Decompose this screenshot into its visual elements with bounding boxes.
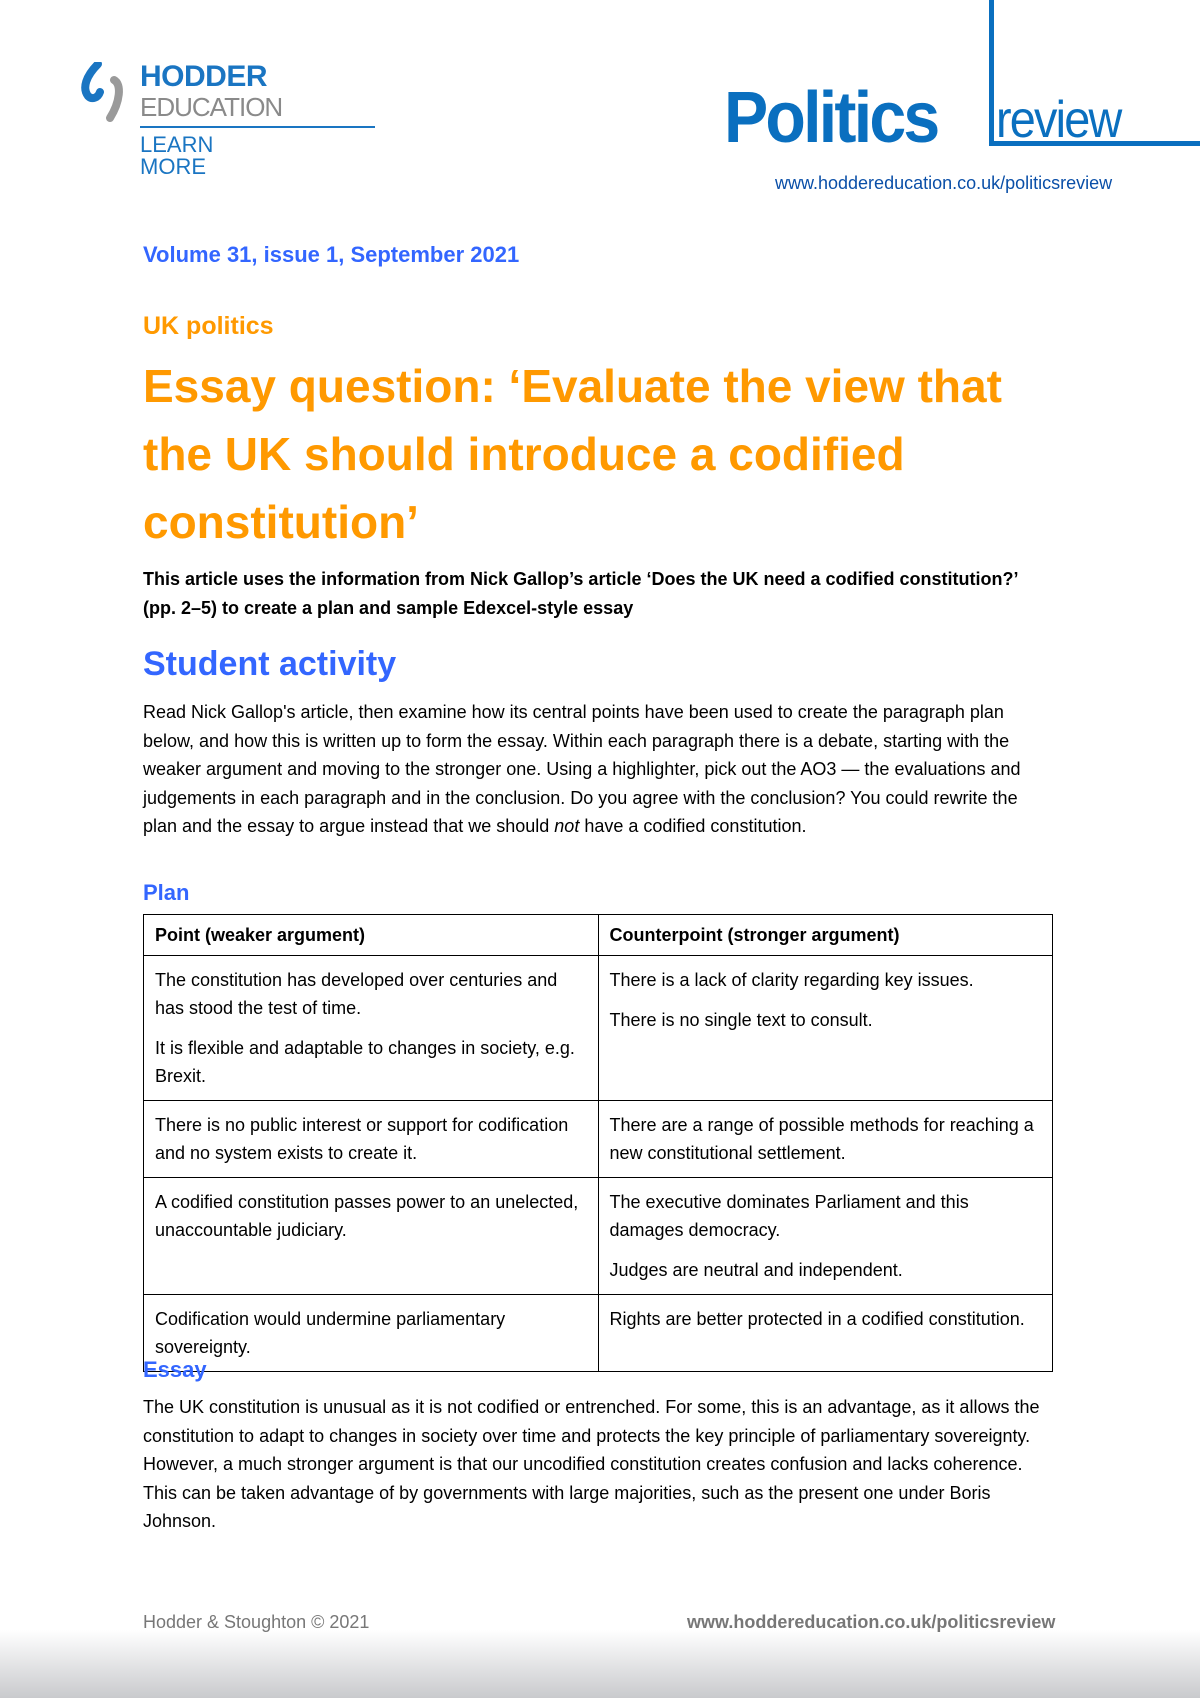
essay-heading: Essay bbox=[143, 1357, 207, 1382]
essay-paragraph: The UK constitution is unusual as it is not codified or entrenched. For some, this is an advantage, as it allows the constitution to adapt to changes in society over time and protects the key principle of parliamentary sovereignty. However, a much stronger argument is that our uncodified constitution creates confusion and lacks coherence. This can be taken advantage of by governments with large majorities, such as the present one under Boris Johnson. bbox=[143, 1397, 1040, 1531]
table-row bbox=[144, 1101, 1053, 1178]
point-cell bbox=[144, 1101, 599, 1178]
table-row bbox=[144, 1178, 1053, 1295]
logo-hodder-text: HODDER bbox=[140, 60, 268, 93]
volume-info: Volume 31, issue 1, September 2021 bbox=[143, 242, 520, 267]
column-header-counterpoint: Counterpoint (stronger argument) bbox=[598, 915, 1053, 956]
cell-text: Judges are neutral and independent. bbox=[609, 1260, 903, 1280]
counterpoint-cell bbox=[598, 1101, 1053, 1178]
section-label: UK politics bbox=[143, 312, 274, 340]
plan-table bbox=[143, 914, 1053, 1372]
point-cell bbox=[144, 956, 599, 1101]
hodder-swoosh-icon bbox=[80, 62, 130, 128]
cell-text: It is flexible and adaptable to changes in society, e.g. Brexit. bbox=[155, 1038, 575, 1086]
activity-italic: not bbox=[554, 816, 580, 836]
column-header-point: Point (weaker argument) bbox=[144, 915, 599, 956]
cell-text: A codified constitution passes power to an unelected, unaccountable judiciary. bbox=[155, 1192, 579, 1240]
cell-text: Codification would undermine parliamentary sovereignty. bbox=[155, 1309, 506, 1357]
cell-text: The executive dominates Parliament and this damages democracy. bbox=[609, 1192, 969, 1240]
logo-education-text: EDUCATION bbox=[140, 92, 283, 122]
table-header-row bbox=[144, 915, 1053, 956]
activity-paragraph bbox=[143, 698, 1055, 841]
student-activity-heading: Student activity bbox=[143, 645, 397, 683]
logo-vertical-rule bbox=[989, 0, 994, 146]
cell-text: There is a lack of clarity regarding key issues. bbox=[609, 970, 974, 990]
cell-text: The constitution has developed over centuries and has stood the test of time. bbox=[155, 970, 558, 1018]
counterpoint-cell bbox=[598, 1295, 1053, 1372]
plan-heading: Plan bbox=[143, 880, 190, 905]
counterpoint-cell bbox=[598, 1178, 1053, 1295]
cell-text: Rights are better protected in a codified constitution. bbox=[609, 1309, 1025, 1329]
table-row bbox=[144, 956, 1053, 1101]
footer-url-link[interactable]: www.hoddereducation.co.uk/politicsreview bbox=[687, 1612, 1056, 1632]
article-title: Essay question: ‘Evaluate the view that the UK should introduce a codified constitution’ bbox=[143, 360, 1002, 548]
footer-copyright: Hodder & Stoughton © 2021 bbox=[143, 1612, 370, 1632]
table-row bbox=[144, 1295, 1053, 1372]
point-cell bbox=[144, 1178, 599, 1295]
header-url-link[interactable]: www.hoddereducation.co.uk/politicsreview bbox=[775, 173, 1113, 193]
cell-text: There are a range of possible methods for reaching a new constitutional settlement. bbox=[609, 1115, 1034, 1163]
counterpoint-cell bbox=[598, 956, 1053, 1101]
activity-text: Read Nick Gallop's article, then examine how its central points have been used to create the paragraph plan below, and how this is written up to form the essay. Within each paragraph there is a debate, starting with the weaker argument and moving to the stronger one. Using a highlighter, pick out the AO3 — the evaluations and judgements in each paragraph and in the conclusion. Do you agree with the conclusion? You could rewrite the plan and the essay to argue instead that we should bbox=[143, 702, 1021, 836]
standfirst: This article uses the information from Nick Gallop’s article ‘Does the UK need a codified constitution?’ (pp. 2–5) to create a plan and sample Edexcel-style essay bbox=[143, 569, 1018, 618]
point-cell bbox=[144, 1295, 599, 1372]
cell-text: There is no public interest or support for codification and no system exists to create it. bbox=[155, 1115, 569, 1163]
politics-review-logo-politics: Politics bbox=[724, 78, 938, 158]
logo-learn-more-text: LEARN MORE bbox=[140, 132, 214, 179]
logo-divider bbox=[140, 126, 375, 128]
page-bottom-shadow bbox=[0, 1630, 1200, 1698]
cell-text: There is no single text to consult. bbox=[609, 1010, 873, 1030]
politics-review-logo-review: review bbox=[996, 91, 1121, 149]
activity-text-end: have a codified constitution. bbox=[579, 816, 807, 836]
